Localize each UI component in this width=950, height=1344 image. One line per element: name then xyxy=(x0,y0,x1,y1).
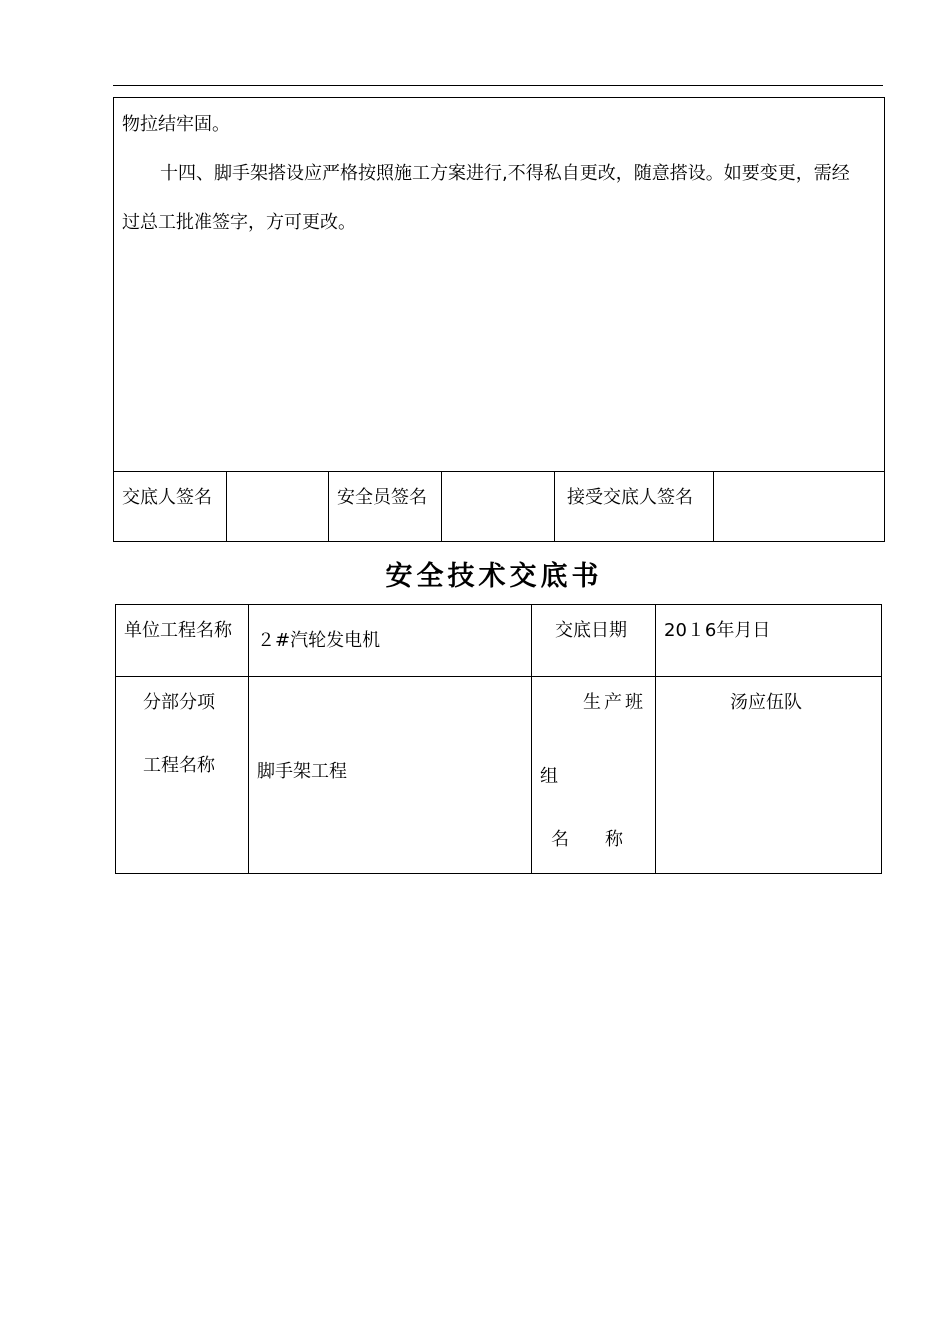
paragraph-14-line-2: 过总工批准签字，方可更改。 xyxy=(122,212,356,233)
signature-col-divider-2 xyxy=(328,471,329,542)
unit-project-value: ２#汽轮发电机 xyxy=(257,630,381,651)
safety-officer-signature-field[interactable] xyxy=(449,489,547,509)
receiver-signature-label: 接受交底人签名 xyxy=(567,487,693,508)
document-title: 安全技术交底书 xyxy=(385,561,603,592)
sub-project-label-line-2: 工程名称 xyxy=(143,755,215,776)
signature-col-divider-5 xyxy=(713,471,714,542)
form-col-divider-1 xyxy=(248,604,249,874)
paragraph-14-line-1: 十四、脚手架搭设应严格按照施工方案进行,不得私自更改，随意搭设。如要变更，需经 xyxy=(160,163,850,184)
disclosure-date-value: 20１6年月日 xyxy=(664,620,771,641)
safety-officer-signature-label: 安全员签名 xyxy=(337,487,427,508)
form-col-divider-2 xyxy=(531,604,532,874)
paragraph-continued: 物拉结牢固。 xyxy=(122,114,230,135)
disclosure-date-label: 交底日期 xyxy=(555,620,627,641)
signature-col-divider-4 xyxy=(554,471,555,542)
team-label-line-1: 生产班 xyxy=(583,692,646,713)
signature-col-divider-3 xyxy=(441,471,442,542)
header-rule xyxy=(113,85,883,86)
form-col-divider-3 xyxy=(655,604,656,874)
signature-row-divider xyxy=(113,471,885,472)
sub-project-value: 脚手架工程 xyxy=(257,761,347,782)
form-row-divider xyxy=(115,676,882,677)
team-label-line-3: 名 称 xyxy=(551,829,623,850)
discloser-signature-field[interactable] xyxy=(234,489,322,509)
disclosure-form-table xyxy=(115,604,882,874)
receiver-signature-field[interactable] xyxy=(722,489,877,509)
sub-project-label-line-1: 分部分项 xyxy=(143,692,215,713)
team-label-line-2: 组 xyxy=(540,766,558,787)
team-value: 汤应伍队 xyxy=(730,692,802,713)
signature-col-divider-1 xyxy=(226,471,227,542)
discloser-signature-label: 交底人签名 xyxy=(122,487,212,508)
unit-project-label: 单位工程名称 xyxy=(124,620,232,641)
